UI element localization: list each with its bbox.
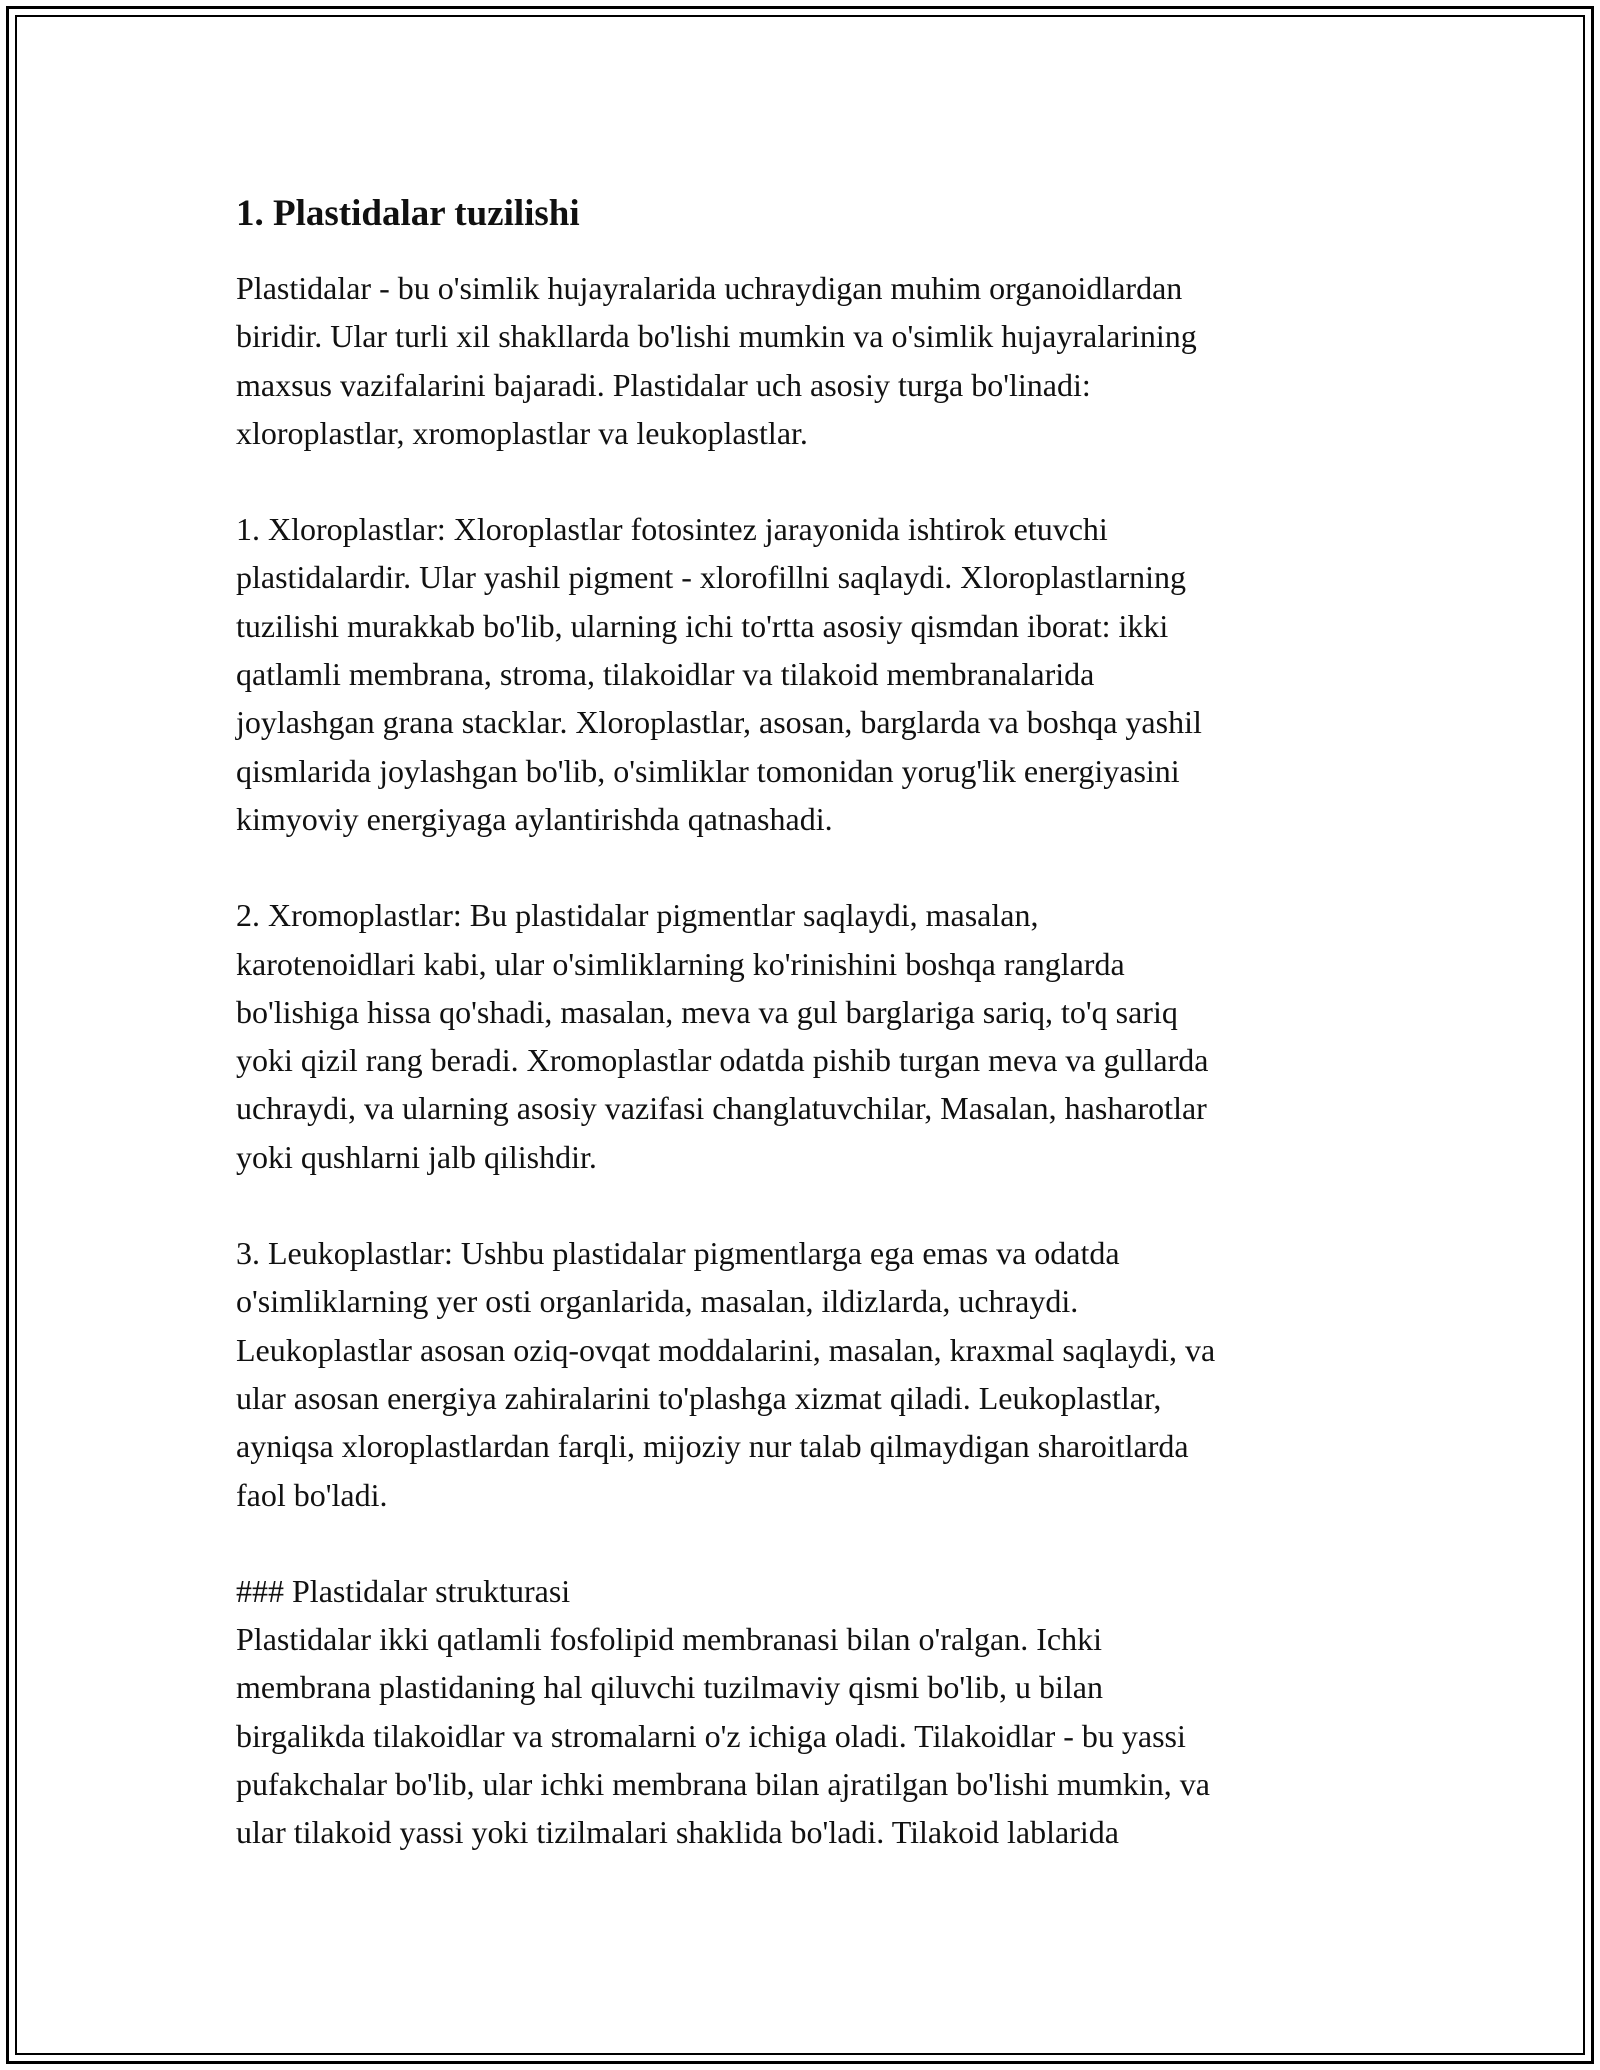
paragraph-intro: Plastidalar - bu o'simlik hujayralarida uchraydigan muhim organoidlardan biridir. Ular turli xil shakllarda bo'lishi mumkin va o'simlik hujayralarining maxsus vazifalarini bajaradi. Plastidalar uch asosiy turga bo'linadi: xloroplastlar, xromoplastlar va leukoplastlar.	[236, 270, 1197, 451]
paragraph-spacer	[236, 1181, 1386, 1229]
paragraph-spacer	[236, 843, 1386, 891]
document-body	[236, 186, 1386, 1857]
paragraph-strukturasi: ### Plastidalar strukturasi Plastidalar ikki qatlamli fosfolipid membranasi bilan o'ralgan. Ichki membrana plastidaning hal qiluvchi tuzilmaviy qismi bo'lib, u bilan birgalikda tilakoidlar va stromalarni o'z ichiga oladi. Tilakoidlar - bu yassi pufakchalar bo'lib, ular ichki membrana bilan ajratilgan bo'lishi mumkin, va ular tilakoid yassi yoki tizilmalari shaklida bo'ladi. Tilakoid lablarida	[236, 1572, 1210, 1851]
paragraph-spacer	[236, 1519, 1386, 1567]
paragraph-spacer	[236, 457, 1386, 505]
paragraph-xloroplastlar: 1. Xloroplastlar: Xloroplastlar fotosintez jarayonida ishtirok etuvchi plastidalardir. Ular yashil pigment - xlorofillni saqlaydi. Xloroplastlarning tuzilishi murakkab bo'lib, ularning ichi to'rtta asosiy qismdan iborat: ikki qatlamli membrana, stroma, tilakoidlar va tilakoid membranalarida joylashgan grana stacklar. Xloroplastlar, asosan, barglarda va boshqa yashil qismlarida joylashgan bo'lib, o'simliklar tomonidan yorug'lik energiyasini kimyoviy energiyaga aylantirishda qatnashadi.	[236, 511, 1202, 837]
paragraph-leukoplastlar: 3. Leukoplastlar: Ushbu plastidalar pigmentlarga ega emas va odatda o'simliklarning yer osti organlarida, masalan, ildizlarda, uchraydi. Leukoplastlar asosan oziq-ovqat moddalarini, masalan, kraxmal saqlaydi, va ular asosan energiya zahiralarini to'plashga xizmat qiladi. Leukoplastlar, ayniqsa xloroplastlardan farqli, mijoziy nur talab qilmaydigan sharoitlarda faol bo'ladi.	[236, 1235, 1216, 1513]
paragraph-xromoplastlar: 2. Xromoplastlar: Bu plastidalar pigmentlar saqlaydi, masalan, karotenoidlari kabi, ular o'simliklarning ko'rinishini boshqa ranglarda bo'lishiga hissa qo'shadi, masalan, meva va gul barglariga sariq, to'q sariq yoki qizil rang beradi. Xromoplastlar odatda pishib turgan meva va gullarda uchraydi, va ularning asosiy vazifasi changlatuvchilar, Masalan, hasharotlar yoki qushlarni jalb qilishdir.	[236, 897, 1209, 1175]
document-title: 1. Plastidalar tuzilishi	[236, 193, 580, 234]
